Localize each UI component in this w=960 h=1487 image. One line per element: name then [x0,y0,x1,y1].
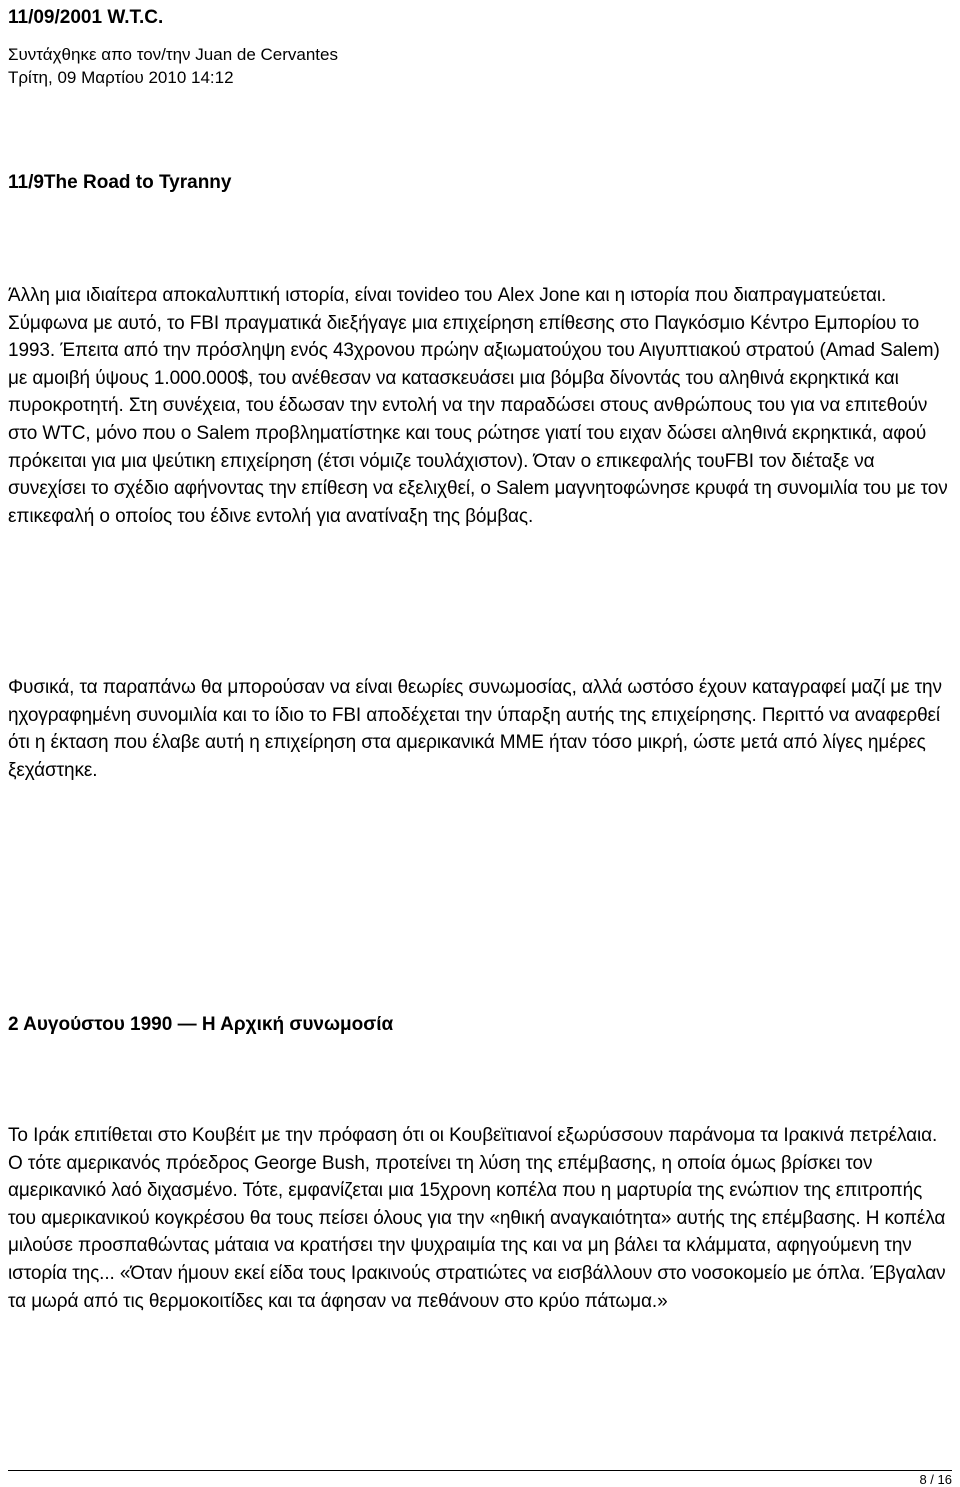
page-number: 8 / 16 [919,1472,952,1487]
paragraph-fbi-operation: Άλλη μια ιδιαίτερα αποκαλυπτική ιστορία, είναι τοvideo του Alex Jone και η ιστορία που διαπραγματεύεται. Σύμφωνα με αυτό, το FBI πραγματικά διεξήγαγε μια επιχείρηση επίθεσης στο Παγκόσμιο Κέντρο Εμπορίου το 1993. Έπειτα από την πρόσληψη ενός 43χρονου πρώην αξιωματούχου του Αιγυπτιακού στρατού (Amad Salem) με αμοιβή ύψους 1.000.000$, του ανέθεσαν να κατασκευάσει μια βόμβα δίνοντάς του αληθινά εκρηκτικά και πυροκροτητή. Στη συνέχεια, του έδωσαν την εντολή να την παραδώσει στους ανθρώπους του για να επιτεθούν στο WTC, μόνο που ο Salem προβληματίστηκε και τους ρώτησε γιατί του ειχαν δώσει αληθινά εκρηκτικά, αφού πρόκειται για μια ψεύτικη επιχείρηση (έτσι νόμιζε τουλάχιστον). Όταν ο επικεφαλής τουFBI τον διέταξε να συνεχίσει το σχέδιο αφήνοντας την επίθεση να εξελιχθεί, ο Salem μαγνητοφώνησε κρυφά τη συνομιλία του με τον επικεφαλή ο οποίος του έδινε εντολή για ανατίναξη της βόμβας. [8,285,948,527]
paragraph-conspiracy-theories: Φυσικά, τα παραπάνω θα μπορούσαν να είναι θεωρίες συνωμοσίας, αλλά ωστόσο έχουν καταγραφεί μαζί με την ηχογραφημένη συνομιλία και το ίδιο το FBI αποδέχεται την ύπαρξη αυτής της επιχείρησης. Περιττό να αναφερθεί ότι η έκταση που έλαβε αυτή η επιχείρηση στα αμερικανικά ΜΜΕ ήταν τόσο μικρή, ώστε μετά από λίγες ημέρες ξεχάστηκε. [8,677,942,781]
author-line: Συντάχθηκε απο τον/την Juan de Cervantes [8,45,338,64]
footer-divider [8,1470,952,1471]
document-title: 11/09/2001 W.T.C. [8,7,164,28]
section-heading-road-to-tyranny: 11/9The Road to Tyranny [8,172,232,193]
paragraph-iraq-kuwait: Το Ιράκ επιτίθεται στο Κουβέιτ με την πρόφαση ότι οι Κουβεϊτιανοί εξωρύσσουν παράνομα τα Ιρακινά πετρέλαια. Ο τότε αμερικανός πρόεδρος George Bush, προτείνει τη λύση της επέμβασης, η οποία όμως βρίσκει τον αμερικανικό λαό διχασμένο. Τότε, εμφανίζεται μια 15χρονη κοπέλα που η μαρτυρία της ενώπιον της επιτροπής του αμερικανικού κογκρέσου θα τους πείσει όλους για την «ηθική αναγκαιότητα» αυτής της επέμβασης. Η κοπέλα μιλούσε προσπαθώντας μάταια να κρατήσει την ψυχραιμία της και να μη βάλει τα κλάμματα, αφηγούμενη την ιστορία της... «Όταν ήμουν εκεί είδα τους Ιρακινούς στρατιώτες να εισβάλλουν στο νοσοκομείο με όπλα. Έβγαλαν τα μωρά από τις θερμοκοιτίδες και τα άφησαν να πεθάνουν στο κρύο πάτωμα.» [8,1125,946,1312]
date-line: Τρίτη, 09 Μαρτίου 2010 14:12 [8,68,234,87]
section-heading-original-conspiracy: 2 Αυγούστου 1990 — Η Αρχική συνωμοσία [8,1014,394,1035]
document-page [8,0,952,1487]
